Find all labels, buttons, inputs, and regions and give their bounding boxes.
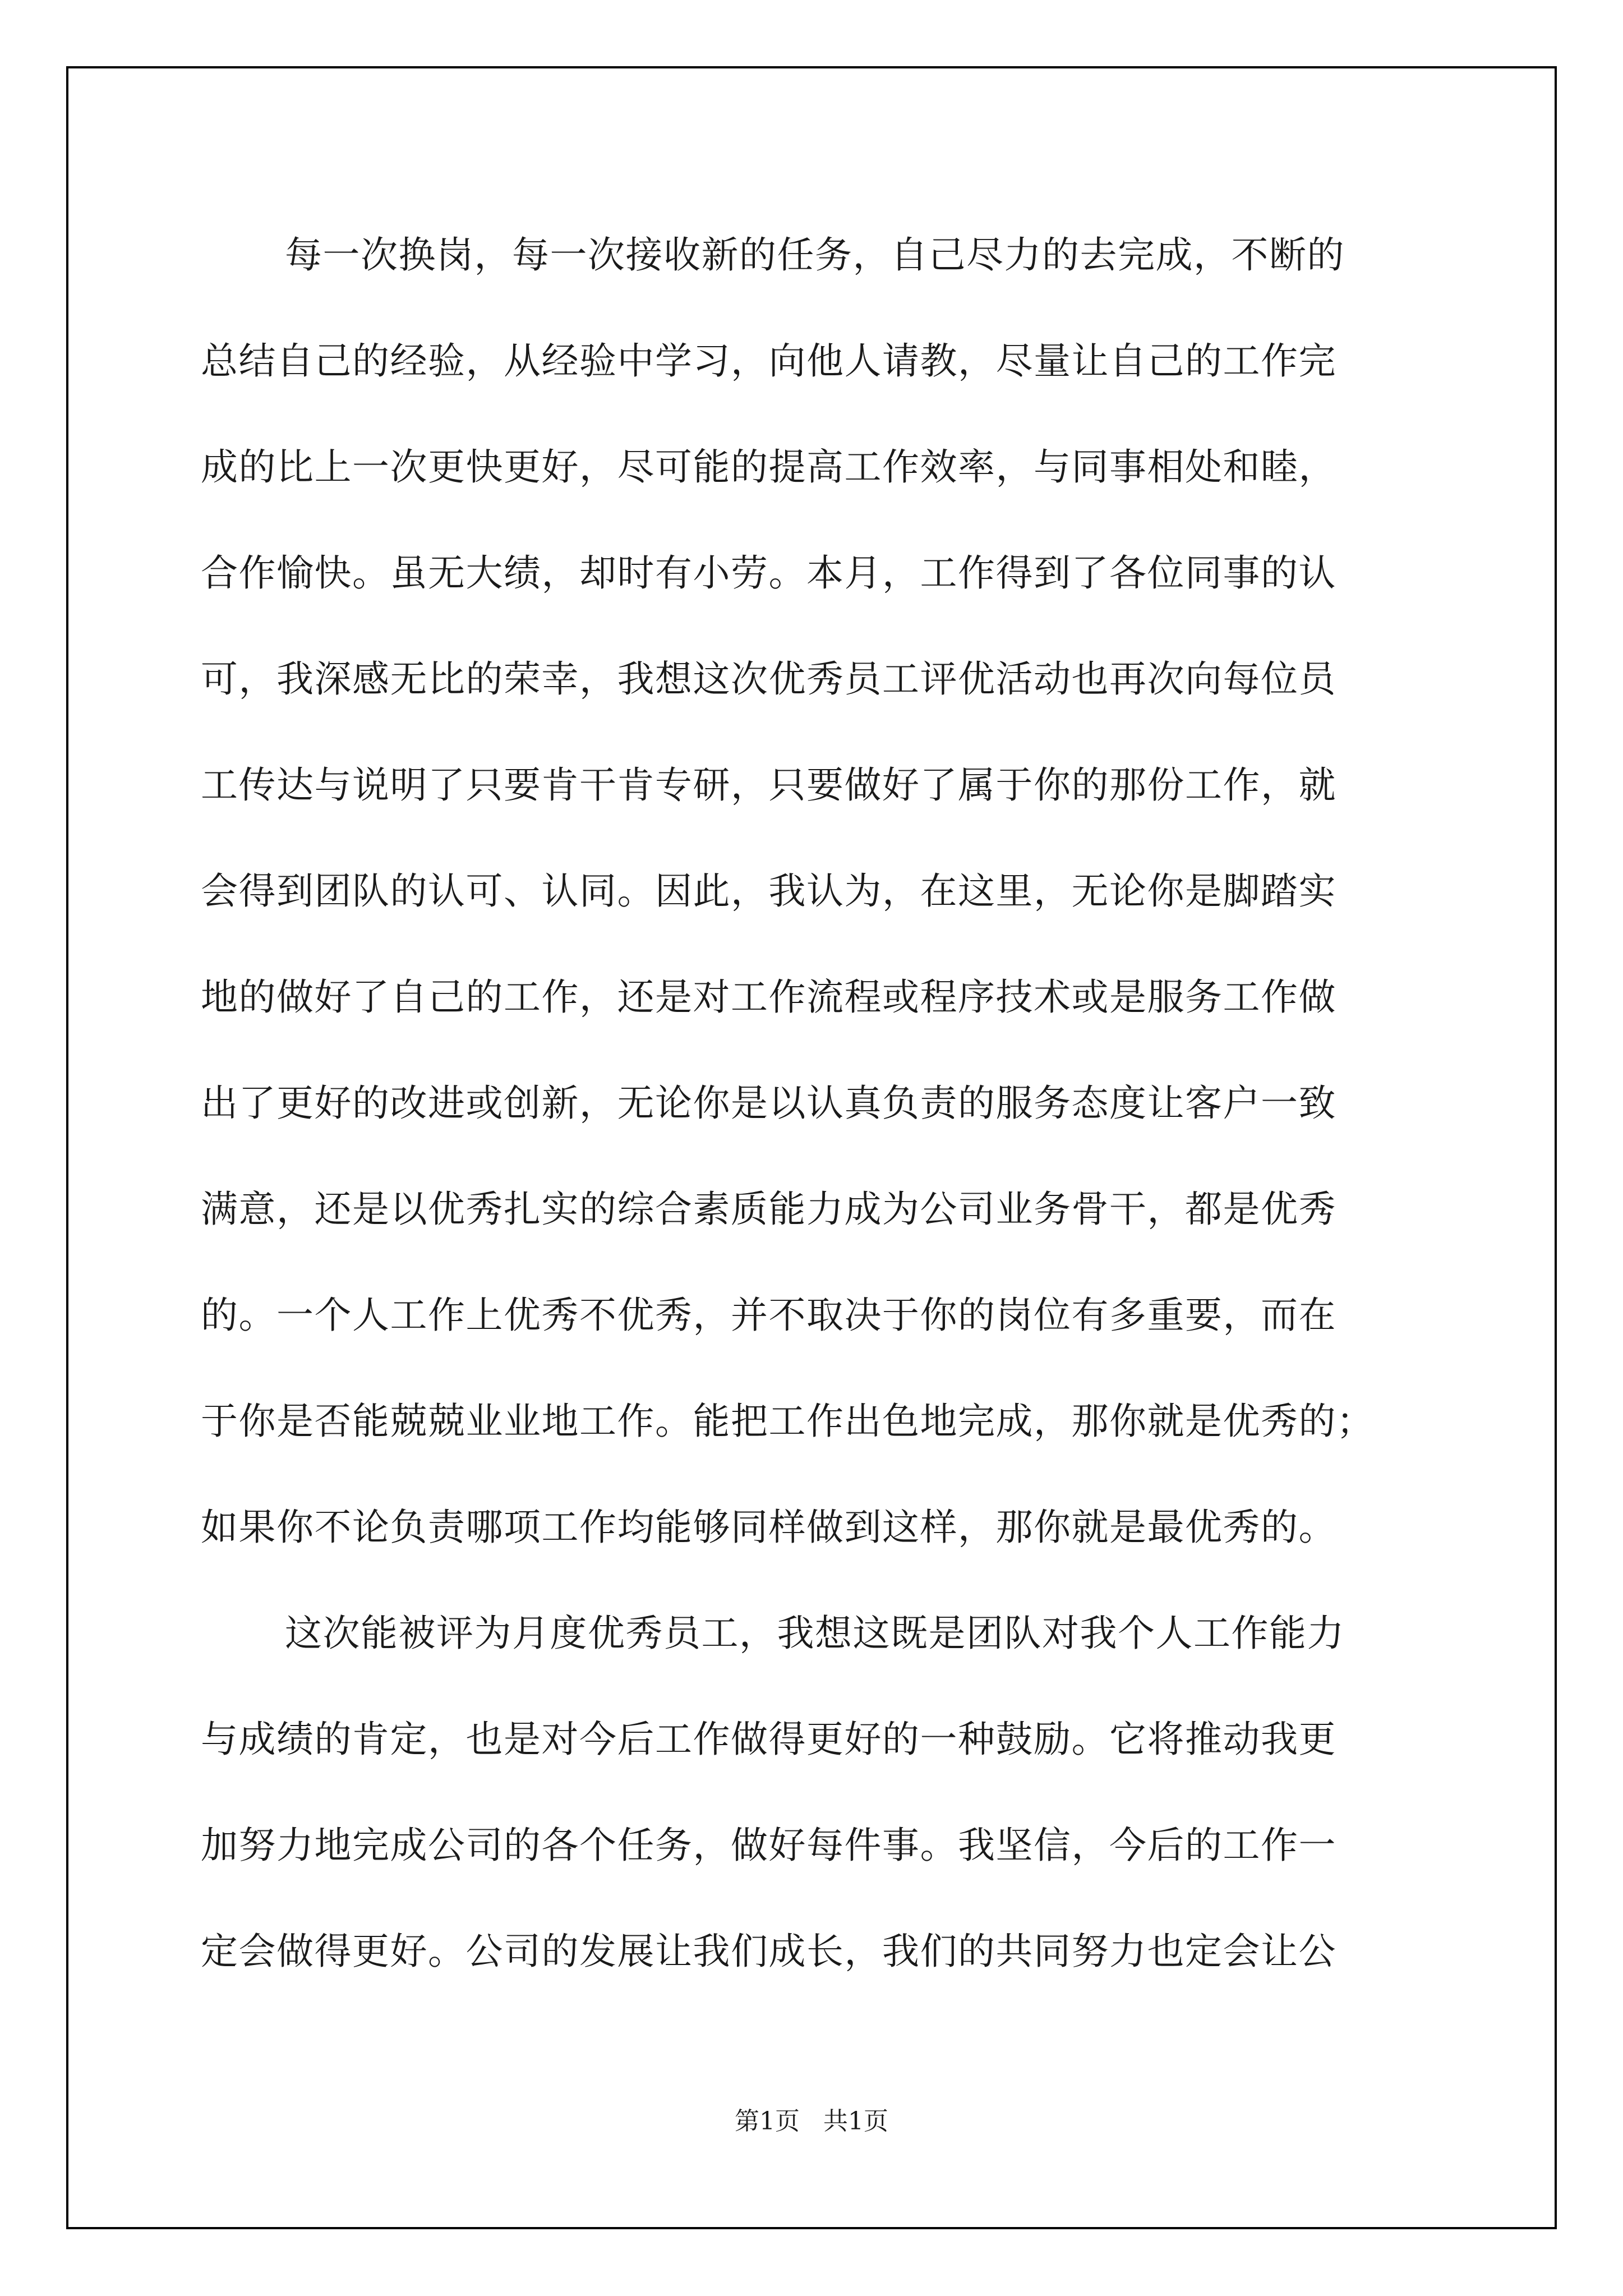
paragraph-1-line-8: 地的做好了自己的工作，还是对工作流程或程序技术或是服务工作做 — [201, 976, 1336, 1019]
paragraph-1-line-3: 成的比上一次更快更好，尽可能的提高工作效率，与同事相处和睦， — [201, 445, 1336, 489]
paragraph-1-line-2: 总结自己的经验，从经验中学习，向他人请教，尽量让自己的工作完 — [201, 339, 1336, 383]
paragraph-1-line-9: 出了更好的改进或创新，无论你是以认真负责的服务态度让客户一致 — [201, 1082, 1336, 1125]
page-footer: 第1页 共1页 — [735, 2107, 888, 2136]
paragraph-1-line-1: 每一次换岗，每一次接收新的任务，自己尽力的去完成，不断的 — [285, 233, 1345, 277]
paragraph-2-line-2: 与成绩的肯定，也是对今后工作做得更好的一种鼓励。它将推动我更 — [201, 1718, 1336, 1761]
paragraph-2-line-3: 加努力地完成公司的各个任务，做好每件事。我坚信，今后的工作一 — [201, 1824, 1336, 1867]
paragraph-1-line-10: 满意，还是以优秀扎实的综合素质能力成为公司业务骨干，都是优秀 — [201, 1188, 1336, 1231]
document-body — [201, 202, 1435, 2004]
paragraph-2-line-4: 定会做得更好。公司的发展让我们成长，我们的共同努力也定会让公 — [201, 1930, 1336, 1973]
paragraph-2-line-1: 这次能被评为月度优秀员工，我想这既是团队对我个人工作能力 — [285, 1612, 1345, 1655]
paragraph-1-line-12: 于你是否能兢兢业业地工作。能把工作出色地完成，那你就是优秀的； — [201, 1400, 1375, 1443]
paragraph-1-line-13: 如果你不论负责哪项工作均能够同样做到这样，那你就是最优秀的。 — [201, 1506, 1336, 1549]
paragraph-1-line-5: 可，我深感无比的荣幸，我想这次优秀员工评优活动也再次向每位员 — [201, 657, 1336, 701]
paragraph-1-line-4: 合作愉快。虽无大绩，却时有小劳。本月，工作得到了各位同事的认 — [201, 551, 1336, 595]
paragraph-1-line-7: 会得到团队的认可、认同。因此，我认为，在这里，无论你是脚踏实 — [201, 869, 1336, 913]
paragraph-1-line-11: 的。一个人工作上优秀不优秀，并不取决于你的岗位有多重要，而在 — [201, 1294, 1336, 1337]
paragraph-1-line-6: 工传达与说明了只要肯干肯专研，只要做好了属于你的那份工作，就 — [201, 763, 1336, 807]
